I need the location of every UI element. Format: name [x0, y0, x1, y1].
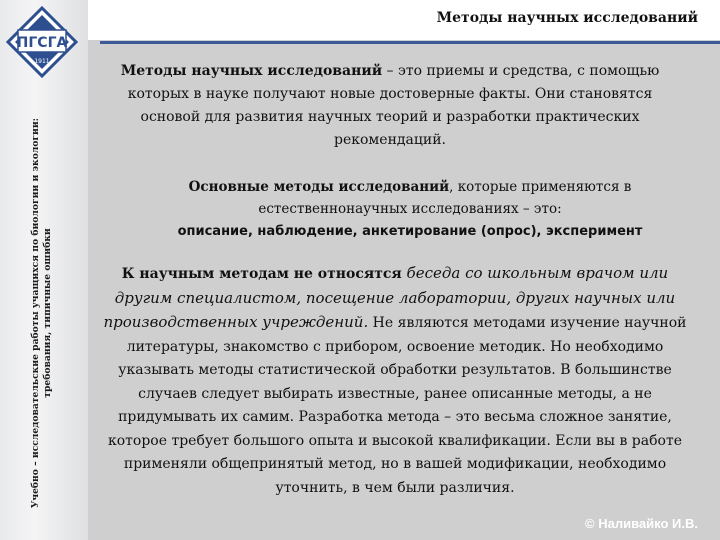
copyright: © Наливайко И.В.	[585, 516, 698, 531]
vertical-caption-line1: Учебно – исследовательские работы учащихся по биологии и экологии:	[30, 117, 41, 509]
non-methods-examples: беседа со школьным врачом или другим специалистом, посещение лаборатории, других научных или производственных учреждений.	[103, 264, 676, 331]
vertical-caption	[30, 103, 54, 523]
main-methods-paragraph	[140, 176, 680, 243]
university-logo	[6, 6, 78, 78]
slide-title: Методы научных исследований	[436, 10, 698, 26]
slide-body	[100, 44, 720, 510]
definition-term: Методы научных исследований	[120, 63, 383, 79]
sidebar	[0, 0, 88, 540]
logo-year: 1911	[34, 58, 50, 65]
non-methods-term: К научным методам не относятся	[121, 266, 402, 282]
slide-header	[88, 0, 720, 40]
definition-text: – это приемы и средства, с помощью которых в науке получают новые достоверные факты. Они становятся основой для развития научных теорий и разработки практических рекомендаций.	[127, 63, 660, 148]
logo-text: ПГСГА	[16, 35, 68, 51]
definition-paragraph	[110, 60, 670, 152]
vertical-caption-line2: требования, типичные ошибки	[42, 228, 53, 398]
main-methods-text: , которые применяются в естественнонаучных исследованиях – это:	[258, 179, 632, 217]
non-methods-paragraph	[100, 262, 690, 500]
main-methods-list: описание, наблюдение, анкетирование (опрос), эксперимент	[177, 224, 643, 239]
non-methods-text: Не являются методами изучение научной литературы, знакомство с прибором, освоение методик. Но необходимо указывать методы статистической обработки результатов. В большинстве случаев следует выбирать известные, ранее описанные методы, а не придумывать их самим. Разработка метода – это весьма сложное занятие, которое требует большого опыта и высокой квалификации. Если вы в работе применяли общепринятый метод, но в вашей модификации, необходимо уточнить, в чем были различия.	[107, 315, 687, 496]
main-methods-term: Основные методы исследований	[188, 179, 450, 195]
